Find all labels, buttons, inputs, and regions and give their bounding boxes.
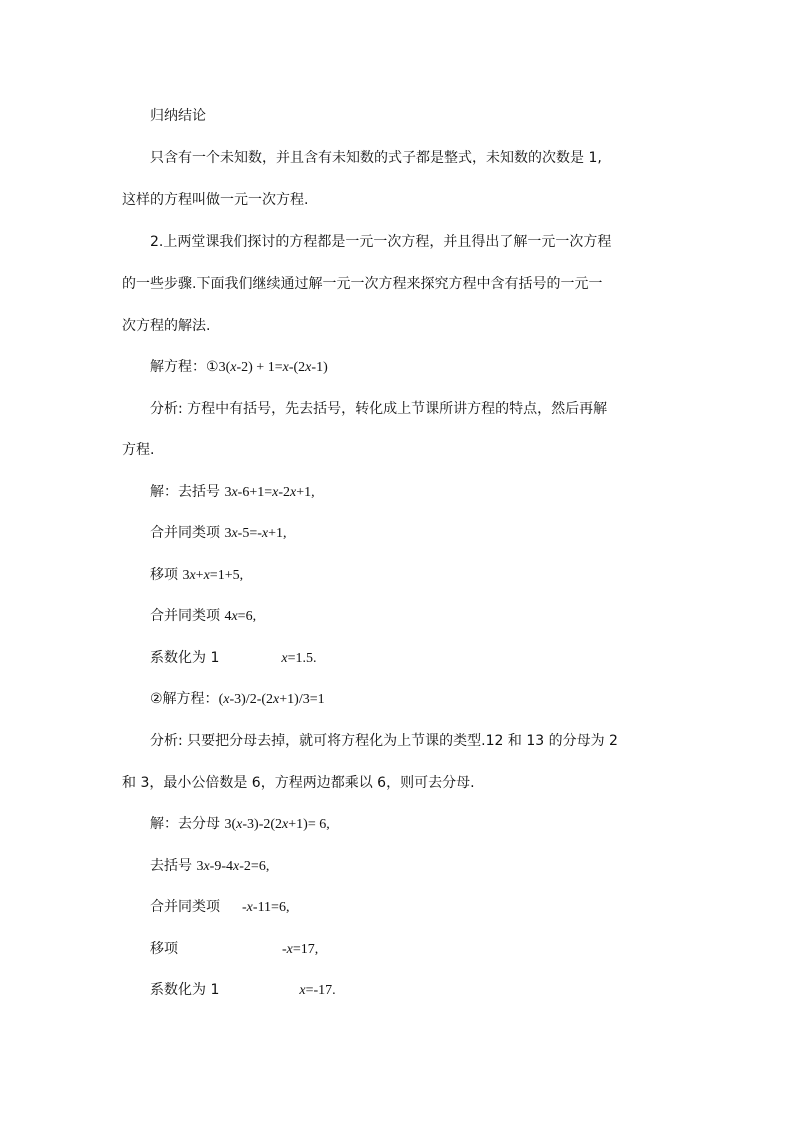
solution-1-step-2	[150, 523, 287, 544]
step-label: 合并同类项	[150, 899, 220, 915]
solution-1-step-5	[150, 648, 316, 669]
step-equation: 3x+x=1+5,	[182, 568, 244, 583]
example-2	[150, 689, 325, 710]
solution-2-step-4	[150, 939, 318, 960]
solution-2-step-1	[150, 814, 330, 835]
definition-line-1: 只含有一个未知数，并且含有未知数的式子都是整式，未知数的次数是 1,	[150, 150, 602, 166]
step-label: 系数化为 1	[150, 650, 220, 666]
intro-line-2: 的一些步骤.下面我们继续通过解一元一次方程来探究方程中含有括号的一元一	[122, 276, 603, 292]
step-label: 合并同类项	[150, 525, 225, 541]
section-heading: 归纳结论	[150, 108, 206, 124]
step-equation: x=1.5.	[281, 651, 317, 666]
example-1	[150, 357, 328, 378]
solution-2-step-2	[150, 856, 269, 877]
step-equation: 3x-6+1=x-2x+1,	[224, 485, 315, 500]
step-label: 解：去分母	[150, 816, 225, 832]
analysis-1-line-2: 方程.	[122, 442, 155, 458]
step-equation: -x-11=6,	[242, 900, 290, 915]
step-label: 解：去括号	[150, 484, 225, 500]
example-2-label: ②解方程：	[150, 691, 219, 707]
solution-1-step-4	[150, 606, 256, 627]
step-equation: -x=17,	[282, 942, 319, 957]
solution-1-step-3	[150, 565, 243, 586]
solution-2-step-5	[150, 980, 336, 1001]
solution-1-step-1	[150, 482, 315, 503]
step-equation: 3(x-3)-2(2x+1)= 6,	[224, 817, 330, 832]
step-label: 系数化为 1	[150, 982, 220, 998]
step-equation: 4x=6,	[224, 609, 257, 624]
definition-line-2: 这样的方程叫做一元一次方程.	[122, 192, 309, 208]
analysis-1-line-1: 分析: 方程中有括号，先去括号，转化成上节课所讲方程的特点，然后再解	[150, 401, 608, 417]
example-1-label: 解方程：①	[150, 359, 219, 375]
step-label: 去括号	[150, 858, 197, 874]
example-2-equation: (x-3)/2-(2x+1)/3=1	[218, 692, 325, 707]
intro-line-1: 2.上两堂课我们探讨的方程都是一元一次方程，并且得出了解一元一次方程	[150, 234, 612, 250]
step-equation: x=-17.	[299, 983, 336, 998]
intro-line-3: 次方程的解法.	[122, 318, 211, 334]
solution-2-step-3	[150, 897, 289, 918]
step-equation: 3x-9-4x-2=6,	[196, 859, 270, 874]
step-equation: 3x-5=-x+1,	[224, 526, 287, 541]
step-label: 合并同类项	[150, 608, 225, 624]
analysis-2-line-1: 分析: 只要把分母去掉，就可将方程化为上节课的类型.12 和 13 的分母为 2	[150, 733, 618, 749]
step-label: 移项	[150, 941, 178, 957]
analysis-2-line-2: 和 3，最小公倍数是 6，方程两边都乘以 6，则可去分母.	[122, 775, 475, 791]
step-label: 移项	[150, 567, 183, 583]
example-1-equation: 3(x-2) + 1=x-(2x-1)	[218, 360, 328, 375]
